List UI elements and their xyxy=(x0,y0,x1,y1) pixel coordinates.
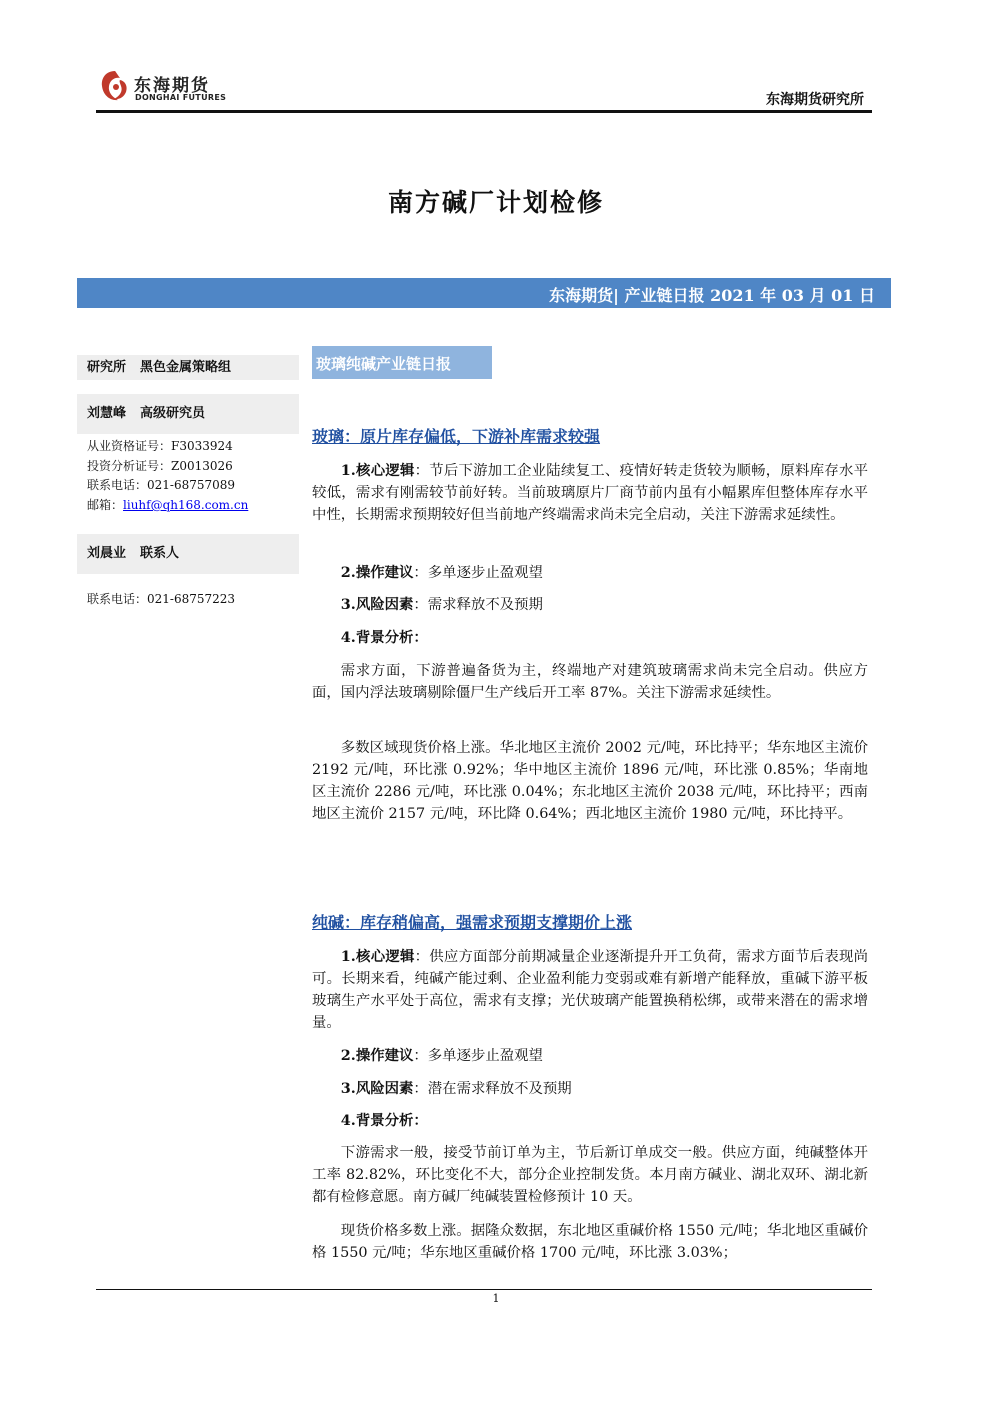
soda-bg-paragraph-2: 现货价格多数上涨。据隆众数据，东北地区重碱价格 1550 元/吨；华北地区重碱价格 1550 元/吨；华东地区重碱价格 1700 元/吨，环比涨 3.03%； xyxy=(312,1223,868,1261)
glass-bg-colon: ： xyxy=(413,629,428,646)
glass-risk-text: ：需求释放不及预期 xyxy=(413,597,543,613)
soda-core-label: 1.核心逻辑 xyxy=(340,948,415,965)
dept-label: 研究所 xyxy=(87,360,127,375)
soda-bg-colon: ： xyxy=(413,1112,428,1129)
glass-risk xyxy=(312,594,868,616)
glass-bg-label: 4.背景分析 xyxy=(340,629,414,646)
soda-risk-text: ：潜在需求释放不及预期 xyxy=(413,1081,572,1097)
glass-risk-label: 3.风险因素 xyxy=(340,596,414,613)
glass-operation xyxy=(312,562,868,584)
glass-core-label: 1.核心逻辑 xyxy=(340,462,415,479)
soda-core-logic xyxy=(312,946,868,1034)
analyst2-name: 刘晨业 xyxy=(87,546,127,561)
analyst1-invest-cert: 投资分析证号：Z0013026 xyxy=(87,459,233,473)
soda-bg-label: 4.背景分析 xyxy=(340,1112,414,1129)
dept-group: 黑色金属策略组 xyxy=(140,360,232,375)
analyst1-email-link[interactable]: liuhf@qh168.com.cn xyxy=(123,498,249,512)
banner-text: 东海期货| 产业链日报 2021 年 03 月 01 日 xyxy=(549,286,875,305)
glass-op-text: ：多单逐步止盈观望 xyxy=(413,565,543,581)
analyst1-email-row xyxy=(87,496,248,513)
page-number: 1 xyxy=(492,1292,500,1305)
logo-text-en: DONGHAI FUTURES xyxy=(135,93,227,102)
soda-background xyxy=(312,1110,868,1132)
soda-core-text: ：供应方面部分前期减量企业逐渐提升开工负荷，需求方面节后表现尚可。长期来看，纯碱产能过剩、企业盈利能力变弱或难有新增产能释放，重碱下游平板玻璃生产水平处于高位，需求有支撑；光伏玻璃产能置换稍松绑，或带来潜在的需求增量。 xyxy=(312,949,868,1031)
document-title: 南方碱厂计划检修 xyxy=(387,188,604,217)
report-banner xyxy=(77,278,891,308)
email-label: 邮箱： xyxy=(87,498,124,512)
soda-section-title: 纯碱：库存稍偏高，强需求预期支撑期价上涨 xyxy=(312,913,633,932)
soda-op-label: 2.操作建议 xyxy=(340,1047,414,1064)
company-logo xyxy=(98,68,228,108)
soda-bg-paragraph-1: 下游需求一般，接受节前订单为主，节后新订单成交一般。供应方面，纯碱整体开工率 82.82%，环比变化不大，部分企业控制发货。本月南方碱业、湖北双环、湖北新都有检修意愿。南方碱厂纯碱装置检修预计 10 天。 xyxy=(312,1145,868,1205)
report-tag xyxy=(312,346,492,379)
analyst1-role: 高级研究员 xyxy=(140,406,206,421)
sidebar-analyst2-header xyxy=(77,534,299,574)
header-rule xyxy=(96,110,872,113)
soda-op-text: ：多单逐步止盈观望 xyxy=(413,1048,543,1064)
soda-risk-label: 3.风险因素 xyxy=(340,1080,414,1097)
logo-text-cn: 东海期货 xyxy=(134,76,210,96)
glass-background xyxy=(312,627,868,649)
glass-bg-paragraph-2: 多数区域现货价格上涨。华北地区主流价 2002 元/吨，环比持平；华东地区主流价 2192 元/吨，环比涨 0.92%；华中地区主流价 1896 元/吨，环比涨 0.85%；华南地区主流价 2286 元/吨，环比涨 0.04%；东北地区主流价 2038 元/吨，环比持平；西南地区主流价 2157 元/吨，环比降 0.64%；西北地区主流价 1980 元/吨，环比持平。 xyxy=(312,740,868,822)
soda-operation xyxy=(312,1045,868,1067)
analyst1-phone: 联系电话：021-68757089 xyxy=(87,478,236,492)
dragon-logo-icon xyxy=(98,68,132,104)
header-org: 东海期货研究所 xyxy=(766,92,864,108)
glass-section-title: 玻璃：原片库存偏低，下游补库需求较强 xyxy=(312,427,601,446)
report-tag-text: 玻璃纯碱产业链日报 xyxy=(316,355,452,373)
soda-risk xyxy=(312,1078,868,1100)
analyst1-qualification: 从业资格证号：F3033924 xyxy=(87,439,233,453)
sidebar-analyst1-header xyxy=(77,394,299,434)
glass-bg-paragraph-1: 需求方面，下游普遍备货为主，终端地产对建筑玻璃需求尚未完全启动。供应方面，国内浮法玻璃剔除僵尸生产线后开工率 87%。关注下游需求延续性。 xyxy=(312,663,868,701)
glass-core-logic xyxy=(312,460,868,526)
footer-rule xyxy=(96,1289,872,1290)
analyst2-role: 联系人 xyxy=(140,546,180,561)
analyst1-name: 刘慧峰 xyxy=(87,406,127,421)
analyst2-phone: 联系电话：021-68757223 xyxy=(87,592,236,606)
sidebar-dept xyxy=(77,355,299,380)
glass-op-label: 2.操作建议 xyxy=(340,564,414,581)
glass-core-text: ：节后下游加工企业陆续复工、疫情好转走货较为顺畅，原料库存水平较低，需求有刚需较节前好转。当前玻璃原片厂商节前内虽有小幅累库但整体库存水平中性，长期需求预期较好但当前地产终端需求尚未完全启动，关注下游需求延续性。 xyxy=(312,463,868,523)
